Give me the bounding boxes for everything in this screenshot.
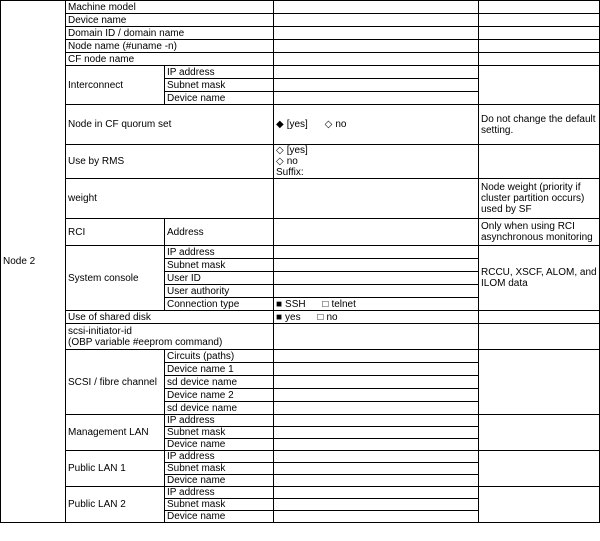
cf-quorum-options (274, 105, 479, 145)
scsi-initiator-note (479, 324, 600, 350)
cf-quorum-yes-label: [yes] (286, 119, 308, 130)
machine-model-note (479, 1, 600, 14)
interconnect-label: Interconnect (66, 66, 165, 105)
cf-node-name-value[interactable] (274, 53, 479, 66)
table-row (1, 324, 600, 350)
machine-model-value[interactable] (274, 1, 479, 14)
hollow-diamond-icon: ◇ (324, 119, 333, 130)
cf-quorum-label: Node in CF quorum set (66, 105, 274, 145)
mgmt-ip-label: IP address (165, 415, 274, 427)
scsi-device-name-1-label: Device name 1 (165, 363, 274, 376)
cf-node-name-label: CF node name (66, 53, 274, 66)
interconnect-note (479, 66, 600, 105)
weight-label: weight (66, 179, 274, 219)
device-name-value[interactable] (274, 14, 479, 27)
scsi-sd-device-name-2-label: sd device name (165, 402, 274, 415)
table-row (1, 451, 600, 463)
system-console-note: RCCU, XSCF, ALOM, and ILOM data (479, 246, 600, 311)
table-row (1, 105, 600, 145)
scsi-fibre-label: SCSI / fibre channel (66, 350, 165, 415)
filled-diamond-icon: ◆ (276, 119, 284, 130)
table-row (1, 1, 600, 14)
console-connection-type-label: Connection type (165, 298, 274, 311)
table-row (1, 53, 600, 66)
weight-value[interactable] (274, 179, 479, 219)
ssh-option[interactable] (276, 299, 306, 310)
domain-id-note (479, 27, 600, 40)
table-row (1, 311, 600, 324)
hollow-square-icon: □ (317, 311, 324, 323)
lan1-device-label: Device name (165, 475, 274, 487)
lan1-subnet-value[interactable] (274, 463, 479, 475)
mgmt-device-label: Device name (165, 439, 274, 451)
scsi-device-name-2-label: Device name 2 (165, 389, 274, 402)
lan2-ip-value[interactable] (274, 487, 479, 499)
interconnect-device-value[interactable] (274, 92, 479, 105)
table-row (1, 415, 600, 427)
interconnect-subnet-value[interactable] (274, 79, 479, 92)
scsi-sd-device-name-1-label: sd device name (165, 376, 274, 389)
management-lan-label: Management LAN (66, 415, 165, 451)
management-lan-note (479, 415, 600, 451)
scsi-initiator-label-line2: (OBP variable #eeprom command) (68, 336, 223, 348)
scsi-sd-device-name-1-value[interactable] (274, 376, 479, 389)
shared-disk-yes-option[interactable] (276, 312, 301, 323)
scsi-sd-device-name-2-value[interactable] (274, 402, 479, 415)
table-row (1, 66, 600, 79)
public-lan-1-note (479, 451, 600, 487)
domain-id-label: Domain ID / domain name (66, 27, 274, 40)
table-row (1, 40, 600, 53)
scsi-device-name-2-value[interactable] (274, 389, 479, 402)
filled-square-icon: ■ (276, 311, 283, 323)
lan2-device-label: Device name (165, 511, 274, 523)
public-lan-2-note (479, 487, 600, 523)
lan1-device-value[interactable] (274, 475, 479, 487)
device-name-note (479, 14, 600, 27)
telnet-option[interactable] (322, 299, 356, 310)
shared-disk-note (479, 311, 600, 324)
telnet-label: telnet (331, 298, 356, 310)
shared-disk-no-label: no (326, 311, 338, 323)
scsi-circuits-value[interactable] (274, 350, 479, 363)
mgmt-subnet-label: Subnet mask (165, 427, 274, 439)
table-row (1, 179, 600, 219)
rms-suffix-label: Suffix: (276, 167, 304, 178)
system-console-label: System console (66, 246, 165, 311)
rci-address-label: Address (165, 219, 274, 246)
public-lan-1-label: Public LAN 1 (66, 451, 165, 487)
machine-model-label: Machine model (66, 1, 274, 14)
scsi-initiator-value[interactable] (274, 324, 479, 350)
rms-no-label: no (286, 156, 298, 167)
scsi-device-name-1-value[interactable] (274, 363, 479, 376)
node-label: Node 2 (1, 1, 66, 523)
rms-options (274, 145, 479, 179)
table-row (1, 27, 600, 40)
lan1-ip-value[interactable] (274, 451, 479, 463)
lan2-device-value[interactable] (274, 511, 479, 523)
node-name-note (479, 40, 600, 53)
console-subnet-label: Subnet mask (165, 259, 274, 272)
lan2-ip-label: IP address (165, 487, 274, 499)
scsi-initiator-label (66, 324, 274, 350)
rci-note: Only when using RCI asynchronous monitoring (479, 219, 600, 246)
console-subnet-value[interactable] (274, 259, 479, 272)
console-ip-label: IP address (165, 246, 274, 259)
lan2-subnet-label: Subnet mask (165, 499, 274, 511)
table-row (1, 14, 600, 27)
lan1-ip-label: IP address (165, 451, 274, 463)
scsi-fibre-note (479, 350, 600, 415)
cf-quorum-yes-option[interactable] (276, 119, 308, 130)
lan2-subnet-value[interactable] (274, 499, 479, 511)
shared-disk-yes-label: yes (285, 311, 301, 323)
table-row (1, 487, 600, 499)
hollow-diamond-icon: ◇ (276, 156, 284, 167)
weight-note: Node weight (priority if cluster partition occurs) used by SF (479, 179, 600, 219)
interconnect-device-label: Device name (165, 92, 274, 105)
rms-note (479, 145, 600, 179)
filled-square-icon: ■ (276, 298, 283, 310)
lan1-subnet-label: Subnet mask (165, 463, 274, 475)
device-name-label: Device name (66, 14, 274, 27)
rci-label: RCI (66, 219, 165, 246)
scsi-initiator-label-line1: scsi-initiator-id (68, 325, 132, 337)
table-row (1, 219, 600, 246)
shared-disk-options (274, 311, 479, 324)
table-row (1, 145, 600, 179)
console-user-authority-label: User authority (165, 285, 274, 298)
console-user-id-label: User ID (165, 272, 274, 285)
console-user-authority-value[interactable] (274, 285, 479, 298)
node-name-value[interactable] (274, 40, 479, 53)
interconnect-ip-label: IP address (165, 66, 274, 79)
shared-disk-no-option[interactable] (317, 312, 337, 323)
rms-no-option[interactable] (276, 156, 478, 167)
rci-address-value[interactable] (274, 219, 479, 246)
cf-quorum-no-option[interactable] (325, 119, 347, 130)
hollow-square-icon: □ (322, 298, 329, 310)
interconnect-ip-value[interactable] (274, 66, 479, 79)
console-ip-value[interactable] (274, 246, 479, 259)
console-connection-type-options (274, 298, 479, 311)
ssh-label: SSH (285, 298, 306, 310)
public-lan-2-label: Public LAN 2 (66, 487, 165, 523)
node-name-label: Node name (#uname -n) (66, 40, 274, 53)
mgmt-device-value[interactable] (274, 439, 479, 451)
shared-disk-label: Use of shared disk (66, 311, 274, 324)
hollow-diamond-icon: ◇ (276, 145, 284, 156)
table-row (1, 246, 600, 259)
table-row (1, 350, 600, 363)
scsi-circuits-label: Circuits (paths) (165, 350, 274, 363)
mgmt-subnet-value[interactable] (274, 427, 479, 439)
cf-quorum-no-label: no (335, 119, 347, 130)
mgmt-ip-value[interactable] (274, 415, 479, 427)
cf-quorum-note: Do not change the default setting. (479, 105, 600, 145)
rms-label: Use by RMS (66, 145, 274, 179)
cf-node-name-note (479, 53, 600, 66)
domain-id-value[interactable] (274, 27, 479, 40)
interconnect-subnet-label: Subnet mask (165, 79, 274, 92)
console-user-id-value[interactable] (274, 272, 479, 285)
rms-yes-label: [yes] (286, 145, 308, 156)
rms-yes-option[interactable] (276, 145, 478, 156)
